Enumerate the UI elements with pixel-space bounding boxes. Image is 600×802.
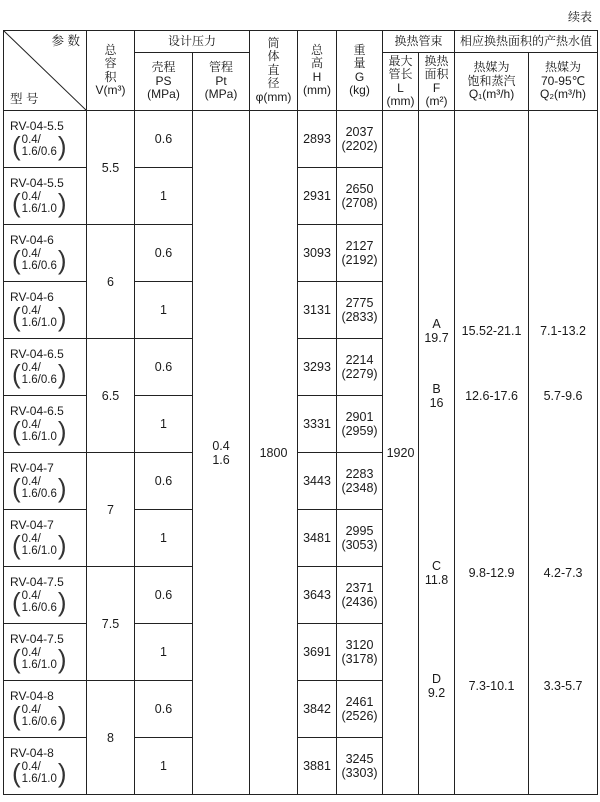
- shell-pressure-cell: 0.6: [135, 339, 193, 396]
- open-paren: (: [12, 700, 21, 731]
- weight-value: 2214: [345, 353, 374, 367]
- close-paren: ): [57, 415, 67, 446]
- shell-pressure-cell: 1: [135, 396, 193, 453]
- weight-cell: [337, 738, 383, 795]
- header-diagonal-cell: [4, 31, 87, 111]
- shell-pressure-cell: 0.6: [135, 681, 193, 738]
- close-paren: ): [57, 643, 67, 674]
- max-length-cell: 1920: [383, 111, 419, 795]
- weight-value: 2127: [345, 239, 374, 253]
- rating-denominator: 1.6/1.0: [21, 658, 57, 671]
- shell-pressure-cell: 0.6: [135, 225, 193, 282]
- close-paren: ): [57, 358, 67, 389]
- rating-denominator: 1.6/0.6: [21, 715, 57, 728]
- open-paren: (: [12, 187, 21, 218]
- model-name: RV-04-6: [10, 289, 54, 304]
- area-label: C: [432, 559, 442, 573]
- rating-numerator: 0.4/: [21, 760, 41, 773]
- model-cell: [4, 510, 87, 567]
- open-paren: (: [12, 757, 21, 788]
- weight-alt-value: (2192): [341, 253, 378, 267]
- height-cell: 2931: [298, 168, 337, 225]
- rating-fraction: [22, 191, 57, 215]
- area-label: B: [432, 382, 441, 396]
- height-cell: 3293: [298, 339, 337, 396]
- hotwater-header: 热媒为 70-95℃ Q₂(m³/h): [529, 53, 598, 111]
- tube-pressure-value: 1.6: [212, 452, 230, 467]
- area-cell: [419, 111, 455, 795]
- model-name: RV-04-7.5: [10, 631, 64, 646]
- rating-numerator: 0.4/: [21, 361, 41, 374]
- open-paren: (: [12, 529, 21, 560]
- rating-numerator: 0.4/: [21, 532, 41, 545]
- volume-cell: 6: [87, 225, 135, 339]
- close-paren: ): [57, 187, 67, 218]
- q1-value: 9.8-12.9: [468, 566, 515, 580]
- model-name: RV-04-5.5: [10, 175, 64, 190]
- param-label: 参 数: [51, 34, 80, 48]
- rating-fraction: [22, 533, 57, 557]
- model-cell: [4, 225, 87, 282]
- weight-value: 2461: [345, 695, 374, 709]
- model-label: 型 号: [10, 91, 39, 106]
- spec-table: [3, 30, 598, 795]
- open-paren: (: [12, 358, 21, 389]
- open-paren: (: [12, 643, 21, 674]
- weight-cell: [337, 510, 383, 567]
- area-entry: [419, 317, 454, 345]
- area-entry: [419, 382, 454, 410]
- weight-alt-value: (2833): [341, 310, 378, 324]
- close-paren: ): [57, 130, 67, 161]
- rating-denominator: 1.6/0.6: [21, 259, 57, 272]
- weight-value: 2650: [345, 182, 374, 196]
- shell-pressure-cell: 1: [135, 168, 193, 225]
- height-header: 总 高 H (mm): [298, 31, 337, 111]
- q2-value: 5.7-9.6: [543, 389, 583, 403]
- model-cell: [4, 396, 87, 453]
- model-name: RV-04-5.5: [10, 118, 64, 133]
- height-cell: 3643: [298, 567, 337, 624]
- rating-fraction: [22, 134, 57, 158]
- shell-pressure-cell: 1: [135, 738, 193, 795]
- weight-alt-value: (2526): [341, 709, 378, 723]
- area-header: 换热 面积 F (m²): [419, 53, 455, 111]
- pressure-rating: [12, 415, 86, 446]
- weight-cell: [337, 225, 383, 282]
- rating-numerator: 0.4/: [21, 646, 41, 659]
- weight-cell: [337, 624, 383, 681]
- height-cell: 3881: [298, 738, 337, 795]
- close-paren: ): [57, 472, 67, 503]
- height-cell: 3131: [298, 282, 337, 339]
- q2-cell: [529, 111, 598, 795]
- weight-cell: [337, 453, 383, 510]
- weight-value: 2371: [345, 581, 374, 595]
- close-paren: ): [57, 529, 67, 560]
- pressure-rating: [12, 472, 86, 503]
- rating-numerator: 0.4/: [21, 247, 41, 260]
- rating-denominator: 1.6/1.0: [21, 202, 57, 215]
- height-cell: 3443: [298, 453, 337, 510]
- open-paren: (: [12, 472, 21, 503]
- weight-alt-value: (2436): [341, 595, 378, 609]
- rating-numerator: 0.4/: [21, 418, 41, 431]
- shell-pressure-cell: 0.6: [135, 453, 193, 510]
- model-name: RV-04-7.5: [10, 574, 64, 589]
- weight-alt-value: (2348): [341, 481, 378, 495]
- diameter-header: 筒 体 直 径 φ(mm): [250, 31, 298, 111]
- weight-value: 3120: [345, 638, 374, 652]
- model-cell: [4, 624, 87, 681]
- weight-alt-value: (2708): [341, 196, 378, 210]
- area-value: 16: [429, 396, 444, 410]
- height-cell: 3481: [298, 510, 337, 567]
- weight-cell: [337, 168, 383, 225]
- weight-cell: [337, 282, 383, 339]
- open-paren: (: [12, 301, 21, 332]
- pressure-rating: [12, 643, 86, 674]
- area-entry: [419, 559, 454, 587]
- weight-value: 2037: [345, 125, 374, 139]
- rating-fraction: [22, 362, 57, 386]
- table-row: [4, 111, 598, 168]
- area-value: 19.7: [424, 331, 449, 345]
- model-name: RV-04-6: [10, 232, 54, 247]
- rating-denominator: 1.6/0.6: [21, 373, 57, 386]
- pressure-rating: [12, 301, 86, 332]
- rating-fraction: [22, 476, 57, 500]
- rating-denominator: 1.6/1.0: [21, 544, 57, 557]
- rating-numerator: 0.4/: [21, 703, 41, 716]
- weight-alt-value: (2279): [341, 367, 378, 381]
- pressure-rating: [12, 358, 86, 389]
- area-entry: [419, 672, 454, 700]
- area-value: 11.8: [424, 573, 449, 587]
- rating-fraction: [22, 761, 57, 785]
- area-label: A: [432, 317, 441, 331]
- rating-denominator: 1.6/1.0: [21, 430, 57, 443]
- height-cell: 2893: [298, 111, 337, 168]
- shell-pressure-cell: 1: [135, 282, 193, 339]
- pressure-rating: [12, 529, 86, 560]
- model-cell: [4, 282, 87, 339]
- shell-pressure-cell: 1: [135, 510, 193, 567]
- rating-fraction: [22, 590, 57, 614]
- weight-value: 2901: [345, 410, 374, 424]
- rating-fraction: [22, 704, 57, 728]
- max-length-header: 最大 管长 L (mm): [383, 53, 419, 111]
- open-paren: (: [12, 586, 21, 617]
- design-pressure-header: 设计压力: [135, 31, 250, 53]
- weight-value: 2775: [345, 296, 374, 310]
- weight-value: 2283: [345, 467, 374, 481]
- tube-pressure-cell: [193, 111, 250, 795]
- close-paren: ): [57, 301, 67, 332]
- q1-value: 15.52-21.1: [461, 324, 522, 338]
- rating-denominator: 1.6/1.0: [21, 772, 57, 785]
- rating-numerator: 0.4/: [21, 589, 41, 602]
- weight-alt-value: (2959): [341, 424, 378, 438]
- rating-denominator: 1.6/0.6: [21, 145, 57, 158]
- close-paren: ): [57, 700, 67, 731]
- continuation-label: 续表: [567, 10, 592, 24]
- weight-cell: [337, 111, 383, 168]
- pressure-rating: [12, 187, 86, 218]
- q1-value: 7.3-10.1: [468, 679, 515, 693]
- model-cell: [4, 738, 87, 795]
- rating-numerator: 0.4/: [21, 304, 41, 317]
- pressure-rating: [12, 130, 86, 161]
- rating-fraction: [22, 305, 57, 329]
- pressure-rating: [12, 244, 86, 275]
- pressure-rating: [12, 757, 86, 788]
- weight-alt-value: (2202): [341, 139, 378, 153]
- model-cell: [4, 681, 87, 738]
- model-name: RV-04-8: [10, 745, 54, 760]
- model-cell: [4, 111, 87, 168]
- weight-value: 2995: [345, 524, 374, 538]
- height-cell: 3093: [298, 225, 337, 282]
- shell-pressure-cell: 1: [135, 624, 193, 681]
- heat-output-header: 相应换热面积的产热水值: [455, 31, 598, 53]
- shell-pressure-cell: 0.6: [135, 567, 193, 624]
- open-paren: (: [12, 244, 21, 275]
- volume-cell: 7.5: [87, 567, 135, 681]
- rating-denominator: 1.6/0.6: [21, 487, 57, 500]
- area-value: 9.2: [427, 686, 446, 700]
- close-paren: ): [57, 757, 67, 788]
- weight-header: 重 量 G (kg): [337, 31, 383, 111]
- rating-denominator: 1.6/0.6: [21, 601, 57, 614]
- weight-alt-value: (3303): [341, 766, 378, 780]
- pressure-rating: [12, 586, 86, 617]
- close-paren: ): [57, 244, 67, 275]
- area-label: D: [432, 672, 442, 686]
- model-name: RV-04-6.5: [10, 346, 64, 361]
- weight-cell: [337, 339, 383, 396]
- volume-cell: 5.5: [87, 111, 135, 225]
- close-paren: ): [57, 586, 67, 617]
- model-cell: [4, 168, 87, 225]
- height-cell: 3331: [298, 396, 337, 453]
- model-cell: [4, 567, 87, 624]
- steam-header: 热媒为 饱和蒸汽 Q₁(m³/h): [455, 53, 529, 111]
- diameter-cell: 1800: [250, 111, 298, 795]
- q1-value: 12.6-17.6: [465, 389, 518, 403]
- tube-pressure-value: 0.4: [212, 438, 230, 453]
- volume-header: 总 容 积 V(m³): [87, 31, 135, 111]
- model-name: RV-04-8: [10, 688, 54, 703]
- open-paren: (: [12, 130, 21, 161]
- height-cell: 3842: [298, 681, 337, 738]
- rating-numerator: 0.4/: [21, 190, 41, 203]
- height-cell: 3691: [298, 624, 337, 681]
- rating-fraction: [22, 248, 57, 272]
- weight-value: 3245: [345, 752, 374, 766]
- weight-cell: [337, 681, 383, 738]
- rating-denominator: 1.6/1.0: [21, 316, 57, 329]
- weight-cell: [337, 567, 383, 624]
- q2-value: 4.2-7.3: [543, 566, 583, 580]
- model-name: RV-04-7: [10, 460, 54, 475]
- weight-alt-value: (3053): [341, 538, 378, 552]
- volume-cell: 7: [87, 453, 135, 567]
- volume-cell: 6.5: [87, 339, 135, 453]
- weight-alt-value: (3178): [341, 652, 378, 666]
- model-name: RV-04-6.5: [10, 403, 64, 418]
- model-name: RV-04-7: [10, 517, 54, 532]
- shell-pressure-header: 壳程 PS (MPa): [135, 53, 193, 111]
- weight-cell: [337, 396, 383, 453]
- q1-cell: [455, 111, 529, 795]
- tube-pressure-header: 管程 Pt (MPa): [193, 53, 250, 111]
- rating-numerator: 0.4/: [21, 475, 41, 488]
- volume-cell: 8: [87, 681, 135, 795]
- rating-numerator: 0.4/: [21, 133, 41, 146]
- q2-value: 3.3-5.7: [543, 679, 583, 693]
- bundle-header: 换热管束: [383, 31, 455, 53]
- model-cell: [4, 339, 87, 396]
- rating-fraction: [22, 419, 57, 443]
- model-cell: [4, 453, 87, 510]
- q2-value: 7.1-13.2: [540, 324, 586, 338]
- rating-fraction: [22, 647, 57, 671]
- open-paren: (: [12, 415, 21, 446]
- shell-pressure-cell: 0.6: [135, 111, 193, 168]
- pressure-rating: [12, 700, 86, 731]
